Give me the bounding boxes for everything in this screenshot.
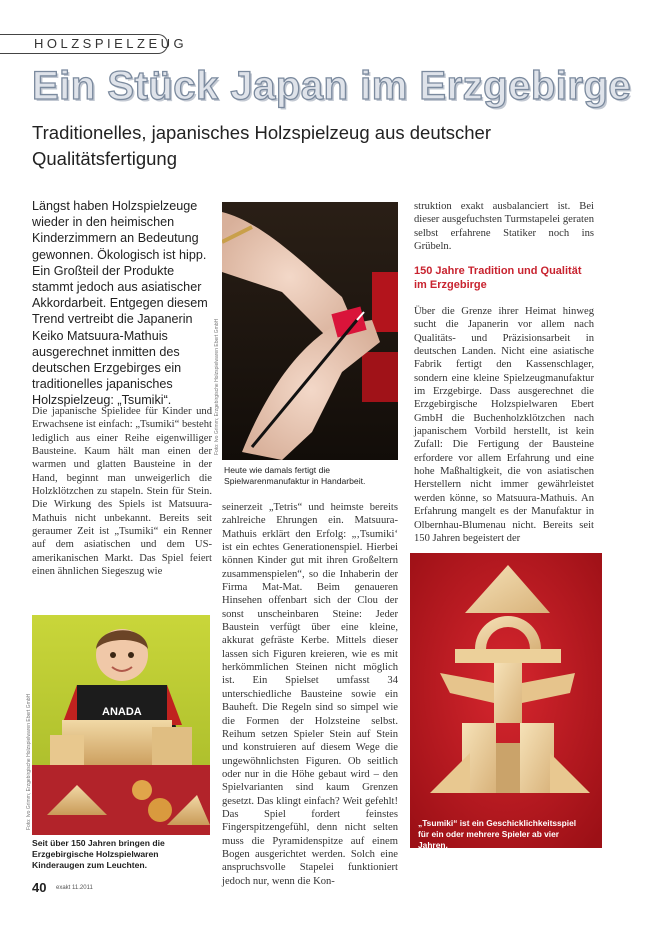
- photo-credit-boy: Foto: Ivo Grimm; Erzgebirgische Holzspielwaren Ebert GmbH: [26, 693, 32, 830]
- body-column-1: Die japanische Spielidee für Kinder und Erwachsene ist einfach: „Tsumiki“ besteht lediglich aus einer Reihe eigenwilliger Bausteine. Kaum hält man einen der warmen und glatten Bausteine in der Hand, beginnt man unweigerlich die Holzklötzchen zu stapeln. Stein für Stein. Die Wirkung des Spiels ist Matsuura-Mathuis nicht unbekannt. Bereits seit geraumer Zeit ist „Tsumiki“ ein Renner auf dem asiatischen und dem US-amerikanischen Markt. Das Spiel feiert einen ähnlichen Siegeszug wie: [32, 406, 212, 578]
- svg-text:ANADA: ANADA: [102, 706, 142, 718]
- footer-source: exakt 11.2011: [56, 885, 93, 891]
- body-column-2: seinerzeit „Tetris“ und heimste bereits zahlreiche Ehrungen ein. Matsuura-Mathuis erklärt den Erfolg: „‚Tsumiki‘ ist ein echtes Generationenspiel. Hierbei können Kinder gut mit ihren Großeltern zusammenspielen“, so die Inhaberin der Firma Mat-Mat. Beim genaueren Hinsehen offenbart sich der Clou der sonst unscheinbaren Steine: Jeder Baustein verfügt über eine kleine, akkurat gefräste Kerbe. Mittels dieser lassen sich Figuren kreieren, wie es mit herkömmlichen Steinen nicht möglich ist. Ein Spielset umfasst 34 unterschiedliche Bausteine sowie ein Bauheft. Die Regeln sind so simpel wie die Formen der Holzsteine selbst. Reihum setzen Spieler Stein auf Stein und konstruieren auf diesem Wege die ungewöhnlichsten Figuren. Ob seitlich oder nur in die Höhe gebaut wird – den Spielvarianten sind kaum Grenzen gesetzt. Das klingt einfach? Weit gefehlt! Das Spiel fordert feinstes Fingerspitzengefühl, denn nicht selten muss die Pyramidenspitze auf einem Bogen ausgerichtet werden. Solch eine anspruchsvolle Stapelei funktioniert jedoch nur, wenn die Kon-: [222, 502, 398, 887]
- page-subtitle: Traditionelles, japanisches Holzspielzeug aus deutscher Qualitätsfertigung: [32, 122, 491, 169]
- caption-boy: Seit über 150 Jahren bringen die Erzgebirgische Holzspielwaren Kinderaugen zum Leuchten.: [32, 838, 165, 870]
- section-tag-label: HOLZSPIELZEUG: [34, 36, 188, 51]
- blocks-photo-image: [410, 553, 602, 848]
- photo-credit-hands: Foto: Ivo Grimm; Erzgebirgische Holzspielwaren Ebert GmbH: [214, 318, 220, 455]
- hands-photo: [222, 202, 398, 460]
- body-column-3-top: struktion exakt ausbalanciert ist. Bei dieser ausgefuchsten Turmstapelei geraten selbst erfahrene Statiker noch ins Grübeln.: [414, 201, 594, 253]
- body-column-3: Über die Grenze ihrer Heimat hinweg sucht die Japanerin vor allem nach Qualitäts- und Präzisionsarbeit in deutschen Landen. Nicht eine asiatische Fabrik fertigt den Kassenschlager, sondern eine kleine Spielzeugmanufaktur im Erzgebirge. Dass ausgerechnet die Erzgebirgische Holzspielwaren Ebert GmbH die Buchenholzklötzchen nach japanischem Vorbild herstellt, ist kein Zufall: Die Fertigung der Bausteine erfordere vor allem Erfahrung und eine hohe Maßhaltigkeit, die von asiatischen Herstellern nicht immer gewährleistet werden könne, so Matsuura-Mathuis. An Erfahrung mangelt es der Manufaktur in Olbernhau-Blumenau nicht. Bereits seit 150 Jahren begeistert der: [414, 306, 594, 544]
- subheading: 150 Jahre Tradition und Qualität im Erzgebirge: [414, 265, 582, 291]
- lead-paragraph: Längst haben Holzspielzeuge wieder in den heimischen Kinderzimmern an Bedeutung gewonnen. Ökologisch ist hipp. Ein Großteil der Produkte stammt jedoch aus asiatischer Akkordarbeit. Entgegen diesem Trend vertreibt die Japanerin Keiko Matsuura-Mathuis ausgerechnet inmitten des deutschen Erzgebirges ein traditionelles japanisches Holzspielzeug: „Tsumiki“.: [32, 199, 208, 408]
- caption-hands: Heute wie damals fertigt die Spielwarenmanufaktur in Handarbeit.: [224, 465, 366, 486]
- blocks-photo: [410, 553, 602, 848]
- page-title: Ein Stück Japan im Erzgebirge: [32, 64, 632, 108]
- boy-photo-image: [32, 615, 210, 835]
- hands-photo-image: [222, 202, 398, 460]
- section-tag: [0, 34, 188, 54]
- caption-blocks: „Tsumiki“ ist ein Geschicklichkeitsspiel für ein oder mehrere Spieler ab vier Jahren.: [418, 818, 577, 850]
- page-number: 40: [32, 880, 47, 895]
- boy-photo: [32, 615, 210, 835]
